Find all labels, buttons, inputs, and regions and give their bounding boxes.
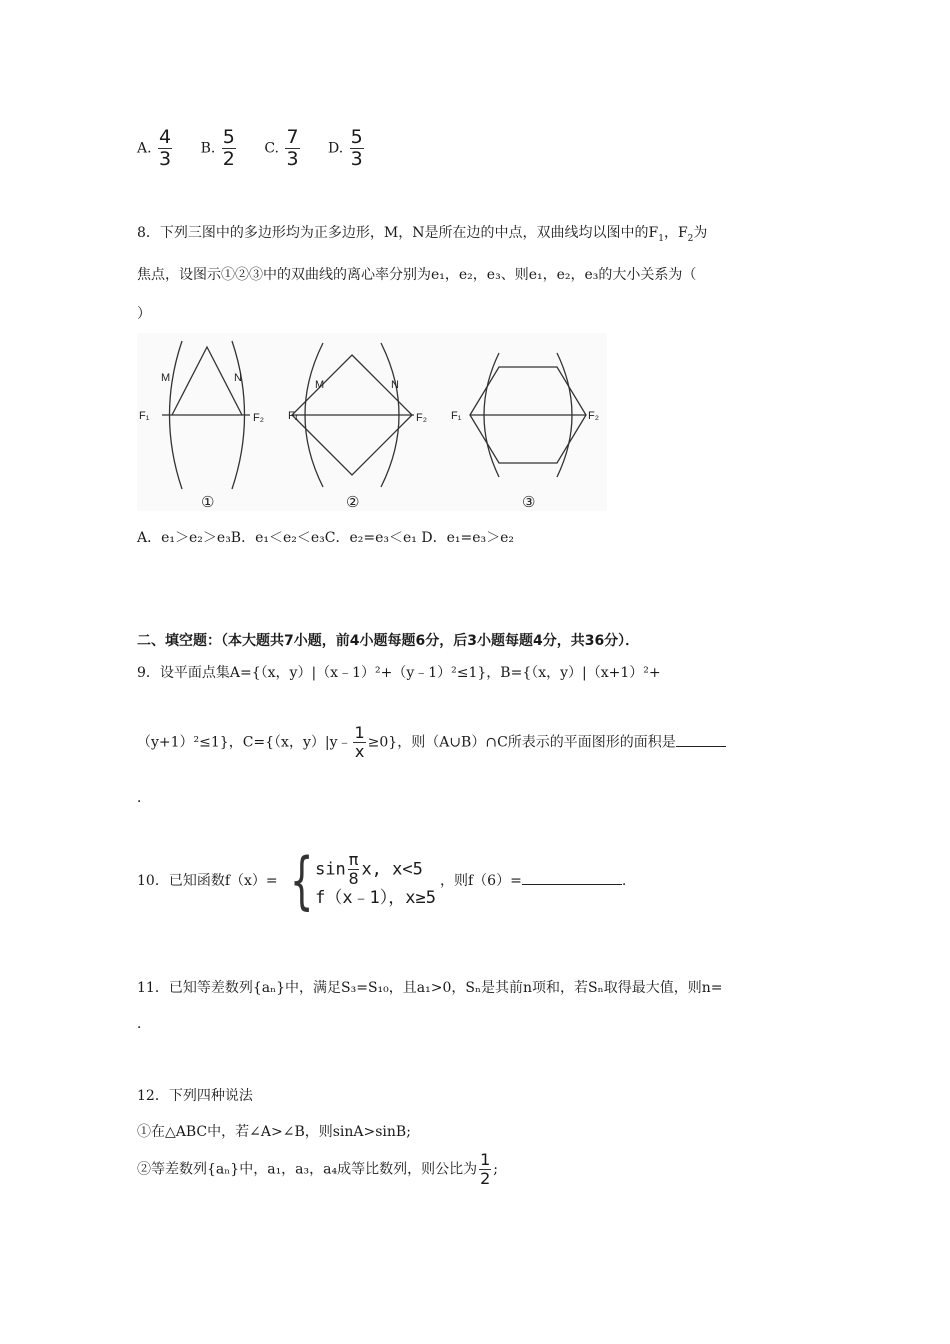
figure-2-square (292, 343, 414, 487)
q9-line2: （y+1）²≤1}，C={（x，y）|y﹣ $\frac{1}{x}$ ≥0}，则（A∪B）∩C所表示的平面图形的面积是 (137, 725, 726, 760)
q7-option-b: B. $\frac{5}{2}$ (200, 126, 235, 170)
caption-2: ② (346, 494, 360, 511)
q12-line3: ②等差数列{aₙ}中，a₁，a₃，a₄成等比数列，则公比为 $\frac{1}{2}$ ; (137, 1150, 498, 1188)
q8-line1: 8．下列三图中的多边形均为正多边形，M，N是所在边的中点，双曲线均以图中的$F_1$，$F_2$为 (137, 225, 708, 244)
label-m: M (315, 379, 325, 391)
q11-line1: 11．已知等差数列{aₙ}中，满足S₃=S₁₀，且a₁>0，Sₙ是其前n项和，若Sₙ取得最大值，则n= (137, 980, 723, 996)
answer-blank (676, 732, 726, 747)
section-heading: 二、填空题：（本大题共7小题，前4小题每题6分，后3小题每题4分，共36分）． (137, 633, 640, 649)
fraction: $\frac{1}{x}$ (354, 723, 365, 761)
q7-option-c: C. $\frac{7}{3}$ (264, 126, 299, 170)
figure-3-hexagon (470, 353, 586, 477)
q8-line3: ） (137, 306, 151, 322)
q7-option-a: A. $\frac{4}{3}$ (137, 126, 172, 170)
q8-options: A．e₁＞e₂＞e₃B．e₁＜e₂＜e₃C．e₂=e₃＜e₁ D．e₁=e₃＞e₂ (137, 530, 515, 546)
fraction: $\frac{4}{3}$ (159, 126, 172, 170)
answer-blank (522, 870, 622, 885)
q9-line3: ． (137, 790, 151, 806)
fraction: $\frac{5}{2}$ (222, 126, 235, 170)
hyperbola-figures (137, 333, 607, 511)
fraction: $\frac{1}{2}$ (480, 1150, 491, 1188)
q11-line2: ． (137, 1016, 151, 1032)
label-n: N (391, 379, 399, 391)
label-f2: F₂ (416, 412, 427, 424)
caption-1: ① (201, 494, 215, 511)
label-n: N (234, 372, 242, 384)
fraction: $\frac{7}{3}$ (286, 126, 299, 170)
q10: 10．已知函数f（x）= { sin $\frac{\pi}{8}$ x, x<5 f（x﹣1），x≥5 ，则f（6）= . (137, 844, 627, 917)
q12-line1: 12．下列四种说法 (137, 1088, 253, 1104)
label-f1: F₁ (288, 410, 299, 422)
fraction: $\frac{5}{3}$ (350, 126, 363, 170)
q7-option-d: D. $\frac{5}{3}$ (327, 126, 363, 170)
figure-1-triangle (162, 341, 250, 489)
label-f2: F₂ (588, 410, 599, 422)
piecewise-function: { sin $\frac{\pi}{8}$ x, x<5 f（x﹣1），x≥5 (289, 844, 436, 917)
label-f1: F₁ (451, 410, 462, 422)
q8-line2: 焦点，设图示①②③中的双曲线的离心率分别为e₁，e₂，e₃、则e₁，e₂，e₃的大小关系为（ (137, 267, 697, 283)
q9-line1: 9．设平面点集A={（x，y）|（x﹣1）²+（y﹣1）²≤1}，B={（x，y）|（x+1）²+ (137, 665, 661, 681)
label-m: M (161, 372, 171, 384)
q12-line2: ①在△ABC中，若∠A>∠B，则sinA>sinB; (137, 1124, 411, 1140)
caption-3: ③ (522, 494, 536, 511)
label-f1: F₁ (139, 410, 150, 422)
q7-options (137, 128, 388, 169)
label-f2: F₂ (253, 412, 264, 424)
